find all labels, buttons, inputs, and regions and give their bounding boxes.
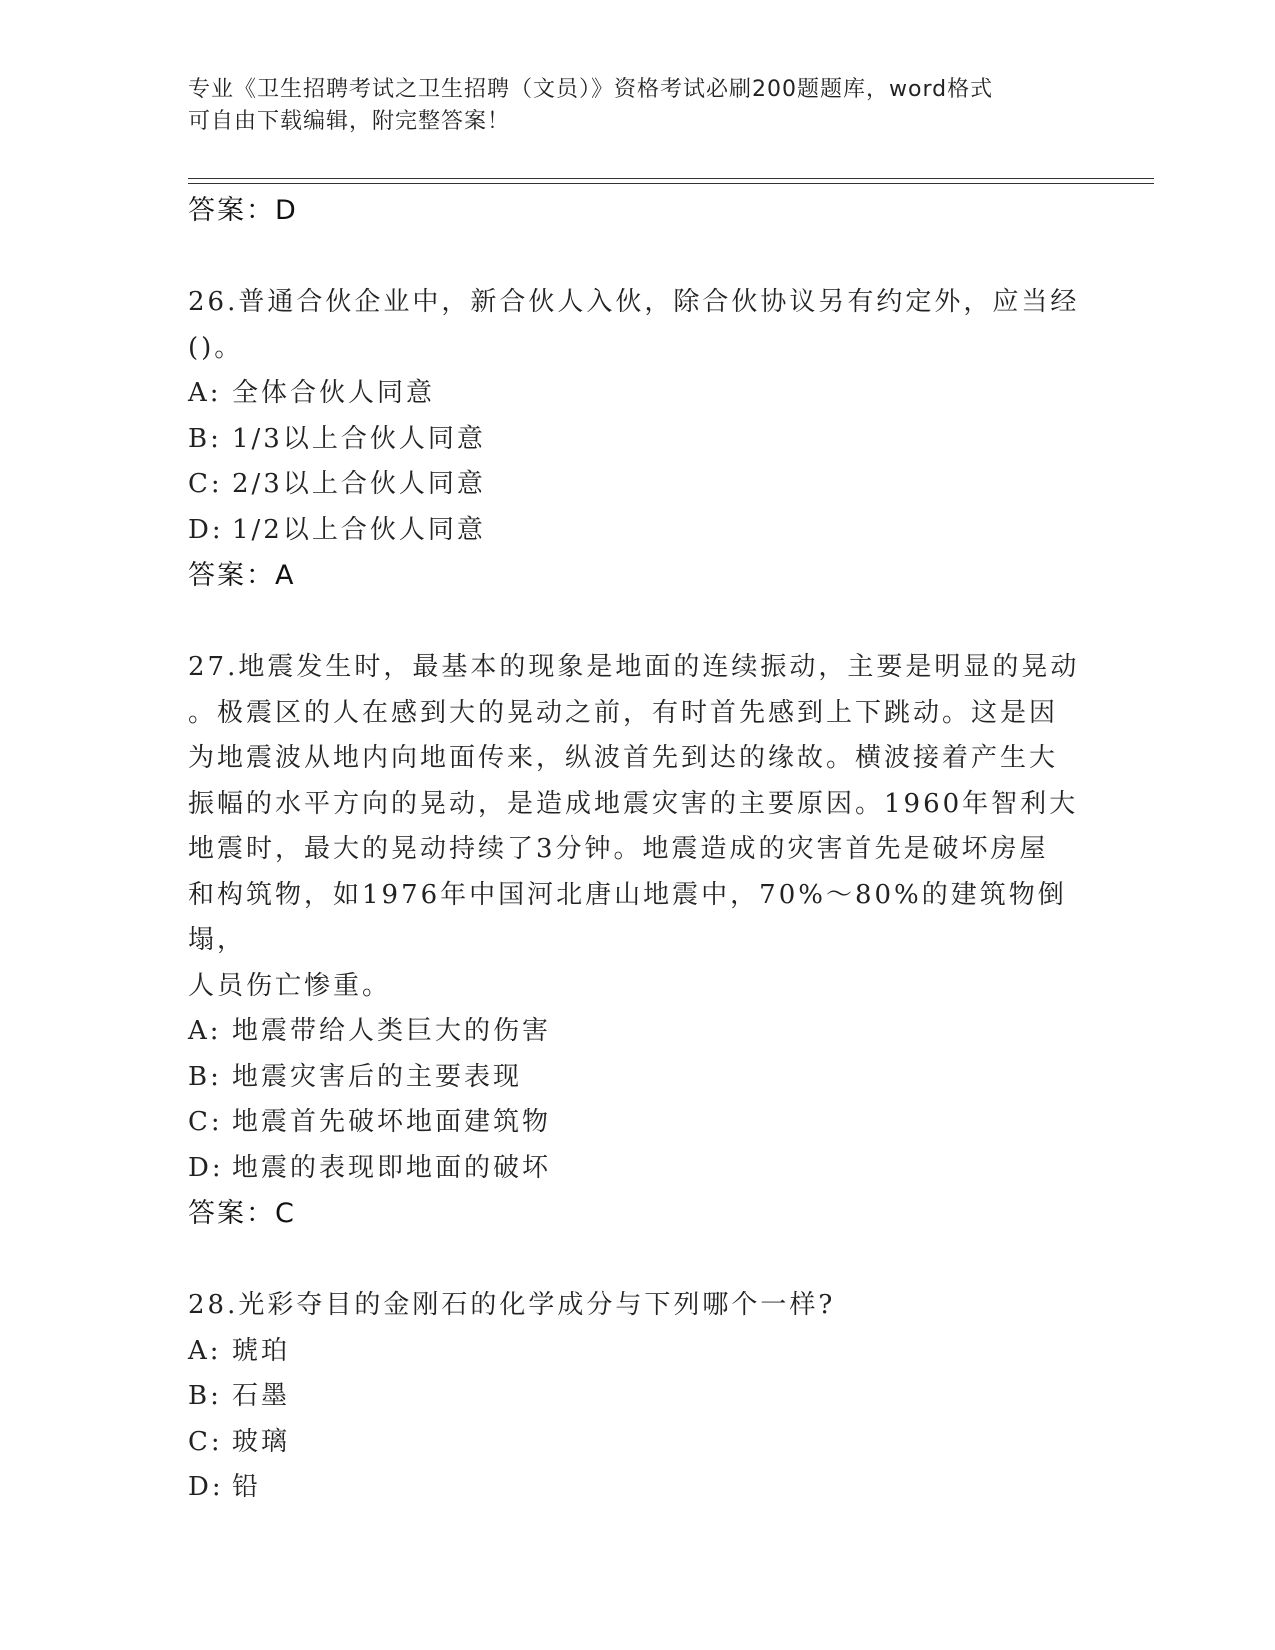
question-text-line: 和构筑物，如1976年中国河北唐山地震中，70%～80%的建筑物倒塌， [188, 879, 1067, 955]
question-text-line: ()。 [188, 332, 244, 363]
question-text-line: 人员伤亡惨重。 [188, 970, 392, 1001]
question-26 [188, 280, 1088, 599]
option-key: C: [188, 1426, 223, 1457]
question-27 [188, 645, 1088, 1237]
option-key: D: [188, 514, 224, 545]
option-text: 地震灾害后的主要表现 [232, 1061, 523, 1092]
option-text: 玻璃 [232, 1426, 291, 1457]
option-b [188, 1055, 1088, 1101]
option-key: C: [188, 1107, 223, 1137]
option-text: 全体合伙人同意 [232, 378, 436, 408]
option-key: B: [188, 1381, 222, 1411]
option-d [188, 1465, 1088, 1511]
question-text-line: 地震时，最大的晃动持续了3分钟。地震造成的灾害首先是破坏房屋 [188, 834, 1049, 864]
option-d [188, 508, 1088, 554]
option-text: 琥珀 [232, 1335, 291, 1366]
question-text-line: 为地震波从地内向地面传来，纵波首先到达的缘故。横波接着产生大 [188, 743, 1059, 773]
option-key: C: [188, 469, 223, 499]
question-28 [188, 1283, 1088, 1511]
option-key: D: [188, 1472, 224, 1502]
answer-26: 答案：A [188, 560, 296, 591]
answer-prev: 答案：D [188, 195, 298, 226]
option-key: A: [188, 378, 222, 408]
option-text: 铅 [232, 1472, 262, 1502]
header-line-1: 专业《卫生招聘考试之卫生招聘（文员）》资格考试必刷200题题库，word格式 [188, 77, 994, 102]
question-text-line: 振幅的水平方向的晃动，是造成地震灾害的主要原因。1960年智利大 [188, 788, 1079, 819]
question-text-line: 27.地震发生时，最基本的现象是地面的连续振动，主要是明显的晃动 [188, 652, 1080, 682]
question-content [188, 188, 1088, 1511]
question-text-line: 。极震区的人在感到大的晃动之前，有时首先感到上下跳动。这是因 [188, 697, 1059, 728]
option-text: 地震带给人类巨大的伤害 [232, 1016, 552, 1046]
answer-27: 答案：C [188, 1198, 296, 1229]
option-key: B: [188, 423, 222, 454]
option-text: 地震首先破坏地面建筑物 [232, 1107, 552, 1137]
document-header [188, 74, 1068, 138]
option-text: 1/2以上合伙人同意 [232, 514, 486, 545]
option-text: 2/3以上合伙人同意 [232, 469, 486, 499]
option-key: A: [188, 1016, 222, 1046]
option-d [188, 1146, 1088, 1192]
option-a [188, 371, 1088, 417]
option-a [188, 1329, 1088, 1375]
header-divider-top [188, 178, 1154, 179]
option-key: B: [188, 1061, 222, 1092]
option-c [188, 1420, 1088, 1466]
option-key: D: [188, 1152, 224, 1183]
option-c [188, 1100, 1088, 1146]
question-text-line: 26.普通合伙企业中，新合伙人入伙，除合伙协议另有约定外，应当经 [188, 287, 1080, 317]
option-text: 地震的表现即地面的破坏 [232, 1152, 552, 1183]
option-b [188, 417, 1088, 463]
option-text: 1/3以上合伙人同意 [232, 423, 486, 454]
question-text-line: 28.光彩夺目的金刚石的化学成分与下列哪个一样? [188, 1290, 836, 1320]
option-c [188, 462, 1088, 508]
option-key: A: [188, 1335, 222, 1366]
option-text: 石墨 [232, 1381, 291, 1411]
header-divider-bottom [188, 183, 1154, 184]
option-a [188, 1009, 1088, 1055]
header-line-2: 可自由下载编辑，附完整答案！ [188, 109, 511, 134]
option-b [188, 1374, 1088, 1420]
